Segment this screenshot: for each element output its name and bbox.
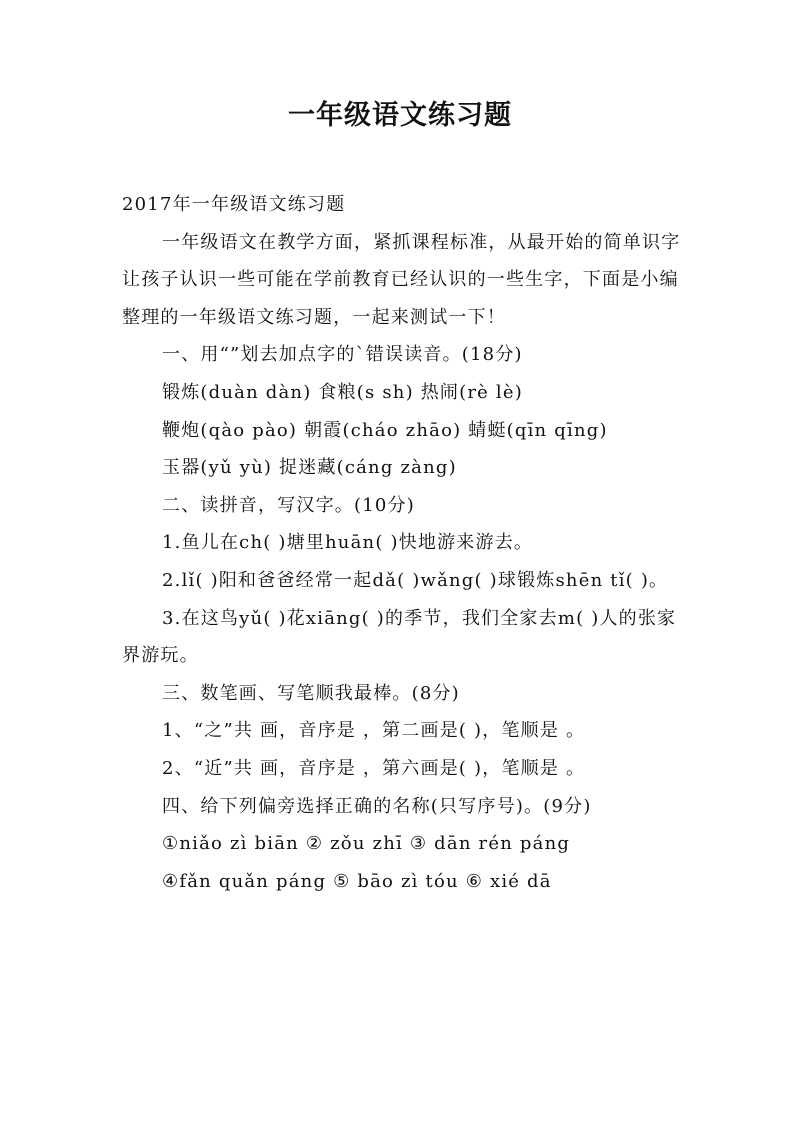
document-title: 一年级语文练习题 [288,100,512,131]
section-1-heading: 一、用“”划去加点字的`错误读音。(18分) [162,344,523,366]
section-2-item-1: 1.鱼儿在ch( )塘里huān( )快地游来游去。 [162,532,534,554]
section-4-options-2: ④fǎn quǎn páng ⑤ bāo zì tóu ⑥ xié dā [162,870,552,892]
section-1-line-2: 鞭炮(qào pào) 朝霞(cháo zhāo) 蜻蜓(qīn qīng) [162,419,608,441]
section-3-item-1: 1、“之”共 画，音序是 ，第二画是( )，笔顺是 。 [162,720,586,742]
section-3-heading: 三、数笔画、写笔顺我最棒。(8分) [162,682,460,704]
document-body [122,186,682,900]
section-4-options-1: ①niǎo zì biān ② zǒu zhī ③ dān rén páng [162,833,571,855]
section-2-heading: 二、读拼音，写汉字。(10分) [162,494,415,516]
section-1-line-1: 锻炼(duàn dàn) 食粮(s sh) 热闹(rè lè) [162,381,523,403]
section-4-heading: 四、给下列偏旁选择正确的名称(只写序号)。(9分) [162,795,592,817]
section-2-item-2: 2.lǐ( )阳和爸爸经常一起dǎ( )wǎng( )球锻炼shēn tǐ( )。 [162,569,669,591]
subtitle-line: 2017年一年级语文练习题 [122,194,346,215]
intro-paragraph: 一年级语文在教学方面，紧抓课程标准，从最开始的简单识字让孩子认识一些可能在学前教育已经认识的一些生字，下面是小编整理的一年级语文练习题，一起来测试一下！ [122,231,681,328]
section-1-line-3: 玉器(yǔ yù) 捉迷藏(cáng zàng) [162,457,457,479]
section-3-item-2: 2、“近”共 画，音序是 ，第六画是( )，笔顺是 。 [162,757,586,779]
section-2-item-3: 3.在这鸟yǔ( )花xiāng( )的季节，我们全家去m( )人的张家界游玩。 [122,607,677,667]
